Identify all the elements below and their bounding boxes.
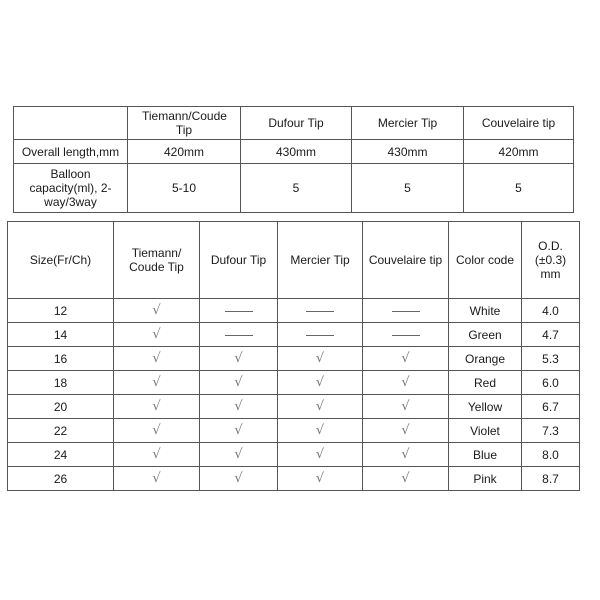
not-available-dash xyxy=(363,323,449,347)
table-row xyxy=(8,371,580,395)
header-cell: Color code xyxy=(449,222,522,299)
size-table-header-row xyxy=(8,222,580,299)
checkmark-icon: √ xyxy=(114,323,200,347)
color-code-cell: Blue xyxy=(449,443,522,467)
size-cell: 14 xyxy=(8,323,114,347)
size-cell: 20 xyxy=(8,395,114,419)
header-cell: Tiemann/Coude Tip xyxy=(128,107,241,140)
checkmark-icon: √ xyxy=(200,395,278,419)
table-row xyxy=(8,467,580,491)
balloon-capacity-row xyxy=(14,164,574,213)
od-cell: 4.7 xyxy=(522,323,580,347)
od-cell: 8.0 xyxy=(522,443,580,467)
color-code-cell: Pink xyxy=(449,467,522,491)
header-cell: Couvelaire tip xyxy=(363,222,449,299)
header-cell: Size(Fr/Ch) xyxy=(8,222,114,299)
size-cell: 18 xyxy=(8,371,114,395)
table-cell: 430mm xyxy=(241,140,352,164)
table-cell: 5 xyxy=(241,164,352,213)
checkmark-icon: √ xyxy=(114,443,200,467)
tip-spec-table xyxy=(13,106,574,213)
header-cell: Mercier Tip xyxy=(278,222,363,299)
header-cell: Couvelaire tip xyxy=(464,107,574,140)
checkmark-icon: √ xyxy=(363,419,449,443)
header-cell: Mercier Tip xyxy=(352,107,464,140)
checkmark-icon: √ xyxy=(200,347,278,371)
checkmark-icon: √ xyxy=(114,347,200,371)
od-cell: 8.7 xyxy=(522,467,580,491)
checkmark-icon: √ xyxy=(278,395,363,419)
color-code-cell: Yellow xyxy=(449,395,522,419)
checkmark-icon: √ xyxy=(114,299,200,323)
checkmark-icon: √ xyxy=(200,371,278,395)
table-cell: 5 xyxy=(464,164,574,213)
header-cell: O.D.(±0.3) mm xyxy=(522,222,580,299)
color-code-cell: Orange xyxy=(449,347,522,371)
not-available-dash xyxy=(278,299,363,323)
dash-mark xyxy=(225,311,253,312)
not-available-dash xyxy=(200,323,278,347)
od-cell: 6.7 xyxy=(522,395,580,419)
color-code-cell: Green xyxy=(449,323,522,347)
checkmark-icon: √ xyxy=(114,467,200,491)
od-cell: 7.3 xyxy=(522,419,580,443)
table-cell: 5 xyxy=(352,164,464,213)
od-cell: 4.0 xyxy=(522,299,580,323)
header-cell: Dufour Tip xyxy=(200,222,278,299)
color-code-cell: White xyxy=(449,299,522,323)
table-cell: 430mm xyxy=(352,140,464,164)
checkmark-icon: √ xyxy=(200,443,278,467)
row-label: Overall length,mm xyxy=(14,140,128,164)
dash-mark xyxy=(392,311,420,312)
checkmark-icon: √ xyxy=(278,467,363,491)
overall-length-row xyxy=(14,140,574,164)
not-available-dash xyxy=(363,299,449,323)
size-cell: 22 xyxy=(8,419,114,443)
row-label: Balloon capacity(ml), 2-way/3way xyxy=(14,164,128,213)
checkmark-icon: √ xyxy=(363,395,449,419)
size-cell: 16 xyxy=(8,347,114,371)
size-cell: 24 xyxy=(8,443,114,467)
dash-mark xyxy=(225,335,253,336)
not-available-dash xyxy=(200,299,278,323)
color-code-cell: Red xyxy=(449,371,522,395)
color-code-cell: Violet xyxy=(449,419,522,443)
table-cell: 420mm xyxy=(464,140,574,164)
header-cell: Dufour Tip xyxy=(241,107,352,140)
tip-spec-header-row xyxy=(14,107,574,140)
header-cell xyxy=(14,107,128,140)
table-row xyxy=(8,443,580,467)
size-table xyxy=(7,221,580,491)
checkmark-icon: √ xyxy=(363,467,449,491)
checkmark-icon: √ xyxy=(114,371,200,395)
od-cell: 6.0 xyxy=(522,371,580,395)
checkmark-icon: √ xyxy=(114,395,200,419)
dash-mark xyxy=(306,311,334,312)
od-cell: 5.3 xyxy=(522,347,580,371)
header-cell: Tiemann/ Coude Tip xyxy=(114,222,200,299)
checkmark-icon: √ xyxy=(114,419,200,443)
checkmark-icon: √ xyxy=(363,371,449,395)
checkmark-icon: √ xyxy=(278,419,363,443)
table-cell: 420mm xyxy=(128,140,241,164)
checkmark-icon: √ xyxy=(278,443,363,467)
checkmark-icon: √ xyxy=(200,419,278,443)
table-row xyxy=(8,395,580,419)
checkmark-icon: √ xyxy=(278,347,363,371)
not-available-dash xyxy=(278,323,363,347)
checkmark-icon: √ xyxy=(278,371,363,395)
table-row xyxy=(8,299,580,323)
checkmark-icon: √ xyxy=(363,443,449,467)
table-row xyxy=(8,323,580,347)
checkmark-icon: √ xyxy=(363,347,449,371)
checkmark-icon: √ xyxy=(200,467,278,491)
dash-mark xyxy=(392,335,420,336)
table-row xyxy=(8,347,580,371)
table-row xyxy=(8,419,580,443)
dash-mark xyxy=(306,335,334,336)
table-cell: 5-10 xyxy=(128,164,241,213)
size-cell: 12 xyxy=(8,299,114,323)
size-cell: 26 xyxy=(8,467,114,491)
